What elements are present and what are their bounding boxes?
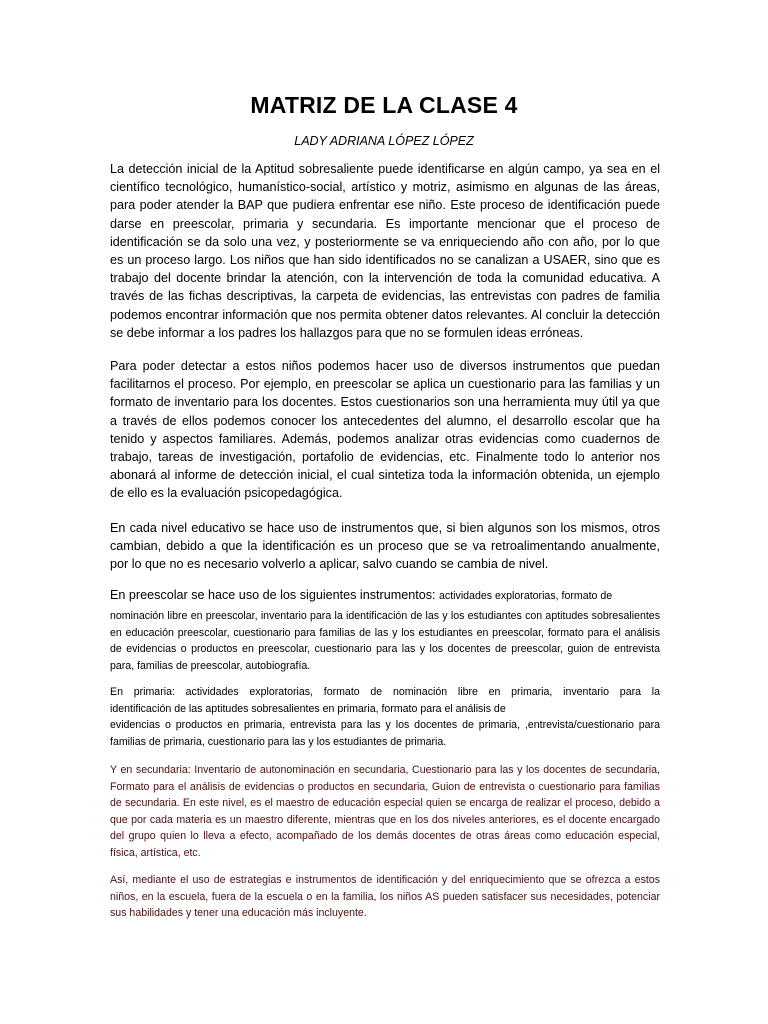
document-author: LADY ADRIANA LÓPEZ LÓPEZ <box>294 134 474 148</box>
primaria-line-2: identificación de las aptitudes sobresalientes en primaria, formato para el análisis de <box>110 702 506 715</box>
paragraph-preescolar: nominación libre en preescolar, inventario para la identificación de las y los estudiantes con aptitudes sobresalientes en educación preescolar, cuestionario para familias de las y los estudiantes en preescolar, formato para el análisis de evidencias o productos en preescolar, cuestionario para las y los docentes de preescolar, guion de entrevista para, familias de preescolar, autobiografía. <box>110 610 660 672</box>
paragraph-secundaria: Y en secundaria: Inventario de autonominación en secundaria, Cuestionario para las y los docentes de secundaria, Formato para el análisis de evidencias o productos en secundaria, Guion de entrevista o cuestionario para familias de secundaria. En este nivel, es el maestro de educación especial quien se encarga de realizar el proceso, debido a que por cada materia es un maestro diferente, mientras que en los dos niveles anteriores, es el docente encargado del grupo quien lo lleva a efecto, acompañado de los demás docentes de otras áreas como educación especial, física, artística, etc. <box>110 764 660 859</box>
paragraph-detection-intro: La detección inicial de la Aptitud sobresaliente puede identificarse en algún campo, ya sea en el científico tecnológico, humanístico-social, artístico y motriz, asimismo en algunas de las áreas, para poder atender la BAP que pudiera enfrentar ese niño. Este proceso de identificación puede darse en preescolar, primaria y secundaria. Es importante mencionar que el proceso de identificación se da solo una vez, y posteriormente se va enriqueciendo año con año, por lo que es un proceso largo. Los niños que han sido identificados no se canalizan a USAER, sino que es trabajo del docente brindar la atención, con la intervención de toda la comunidad educativa. A través de las fichas descriptivas, la carpeta de evidencias, las entrevistas con padres de familia podemos encontrar información que nos permita obtener datos relevantes. Al concluir la detección se debe informar a los padres los hallazgos para que no se formulen ideas erróneas. <box>110 162 660 340</box>
preescolar-lead-tail: actividades exploratorias, formato de <box>439 590 613 602</box>
primaria-line-1: En primaria: actividades exploratorias, formato de nominación libre en primaria, inventario para la <box>110 686 660 698</box>
paragraph-levels: En cada nivel educativo se hace uso de instrumentos que, si bien algunos son los mismos, otros cambian, debido a que la identificación es un proceso que se va retroalimentando anualmente, por lo que no es necesario volverlo a aplicar, salvo cuando se cambia de nivel. <box>110 521 660 572</box>
paragraph-conclusion: Así, mediante el uso de estrategias e instrumentos de identificación y del enriquecimiento que se ofrezca a estos niños, en la escuela, fuera de la escuela o en la familia, los niños AS pueden satisfacer sus necesidades, potenciar sus habilidades y tener una educación más incluyente. <box>110 874 660 919</box>
primaria-rest: evidencias o productos en primaria, entrevista para las y los docentes de primaria, ,entrevista/cuestionario para familias de primaria, cuestionario para las y los estudiantes de primaria. <box>110 719 660 748</box>
paragraph-preescolar-lead <box>110 586 660 605</box>
preescolar-lead-text: En preescolar se hace uso de los siguientes instrumentos: <box>110 588 436 602</box>
paragraph-instruments: Para poder detectar a estos niños podemos hacer uso de diversos instrumentos que puedan facilitarnos el proceso. Por ejemplo, en preescolar se aplica un cuestionario para las familias y un formato de inventario para los docentes. Estos cuestionarios son una herramienta muy útil ya que a través de ellos podemos conocer los antecedentes del alumno, el desarrollo escolar que ha tenido y aspectos familiares. Además, podemos analizar otras evidencias como cuadernos de trabajo, tareas de investigación, portafolio de evidencias, etc. Finalmente todo lo anterior nos abonará al informe de detección inicial, el cual sintetiza toda la información obtenida, un ejemplo de ello es la evaluación psicopedagógica. <box>110 359 660 501</box>
paragraph-primaria <box>110 684 660 750</box>
document-title: MATRIZ DE LA CLASE 4 <box>250 92 518 118</box>
